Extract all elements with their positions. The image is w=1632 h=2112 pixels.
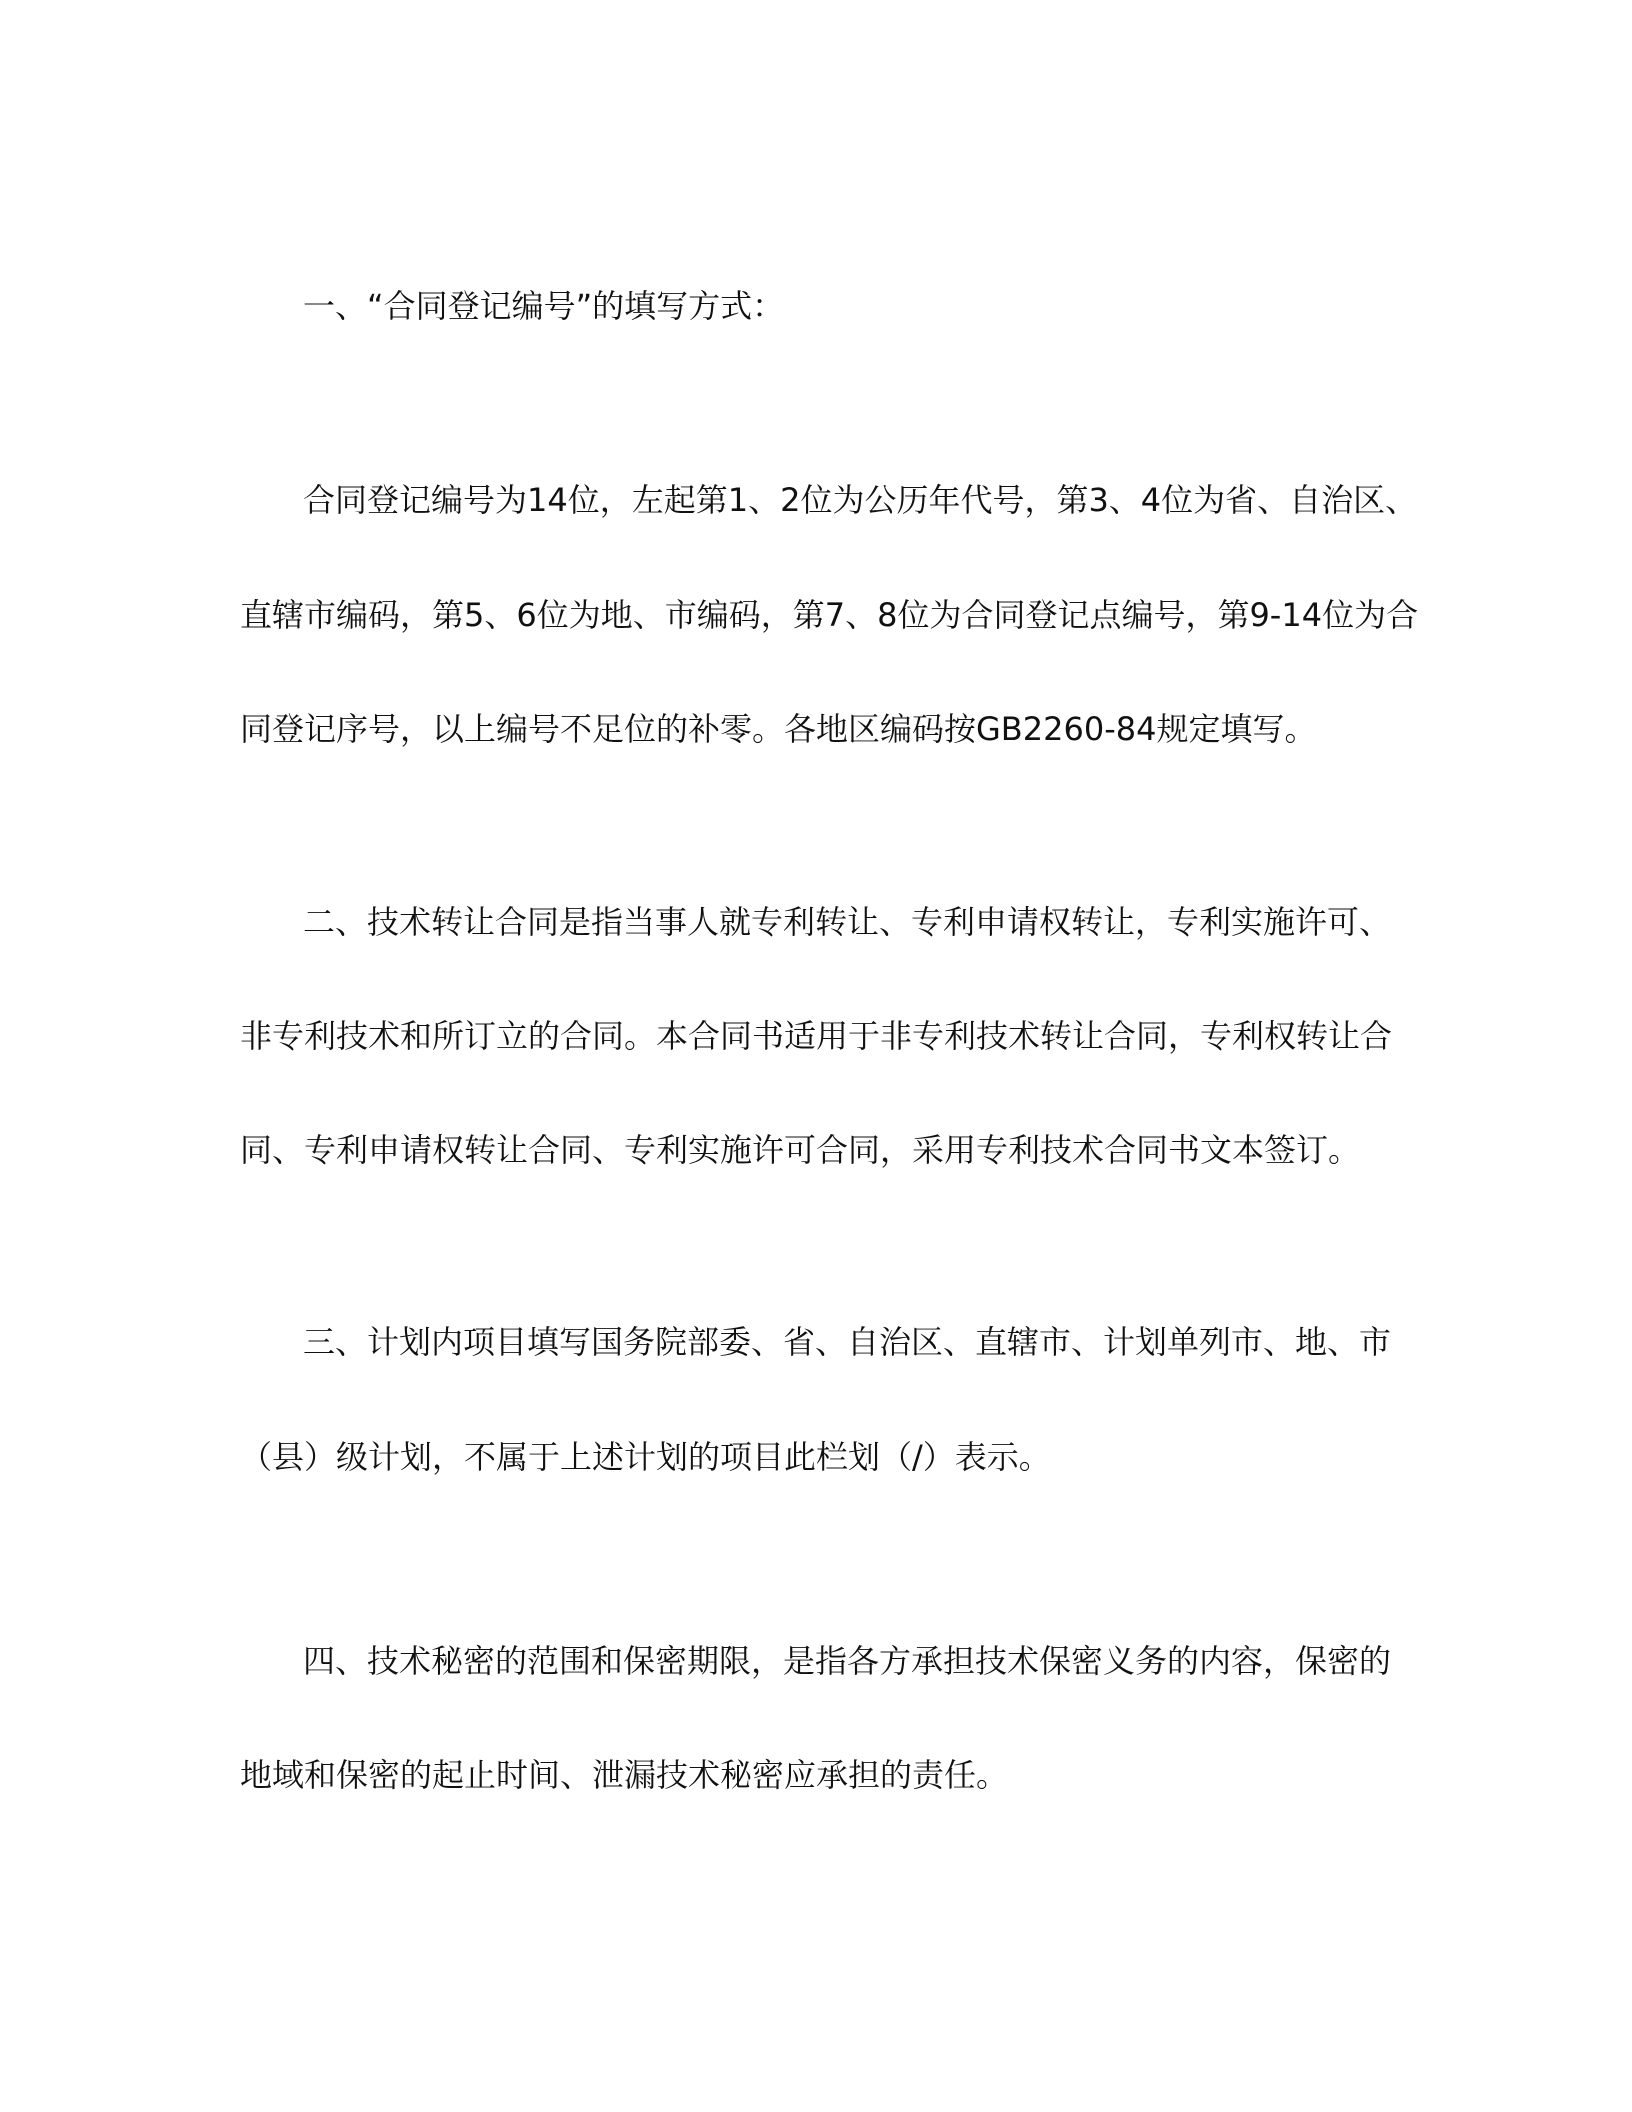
paragraph-line: 四、技术秘密的范围和保密期限，是指各方承担技术保密义务的内容，保密的	[303, 1642, 1392, 1680]
paragraph-line: （县）级计划，不属于上述计划的项目此栏划（/）表示。	[240, 1438, 1051, 1476]
paragraph-line: 同、专利申请权转让合同、专利实施许可合同，采用专利技术合同书文本签订。	[240, 1131, 1361, 1169]
paragraph-line: 同登记序号，以上编号不足位的补零。各地区编码按GB2260-84规定填写。	[240, 710, 1317, 748]
paragraph-line: 三、计划内项目填写国务院部委、省、自治区、直辖市、计划单列市、地、市	[303, 1323, 1392, 1361]
paragraph-line: 直辖市编码，第5、6位为地、市编码，第7、8位为合同登记点编号，第9-14位为合	[240, 596, 1419, 634]
paragraph-line: 地域和保密的起止时间、泄漏技术秘密应承担的责任。	[240, 1756, 1009, 1794]
paragraph-line: 合同登记编号为14位，左起第1、2位为公历年代号，第3、4位为省、自治区、	[303, 481, 1418, 519]
paragraph-line: 二、技术转让合同是指当事人就专利转让、专利申请权转让，专利实施许可、	[303, 903, 1392, 941]
section-heading-registration-number: 一、“合同登记编号”的填写方式：	[303, 287, 785, 325]
paragraph-line: 非专利技术和所订立的合同。本合同书适用于非专利技术转让合同，专利权转让合	[240, 1017, 1393, 1055]
